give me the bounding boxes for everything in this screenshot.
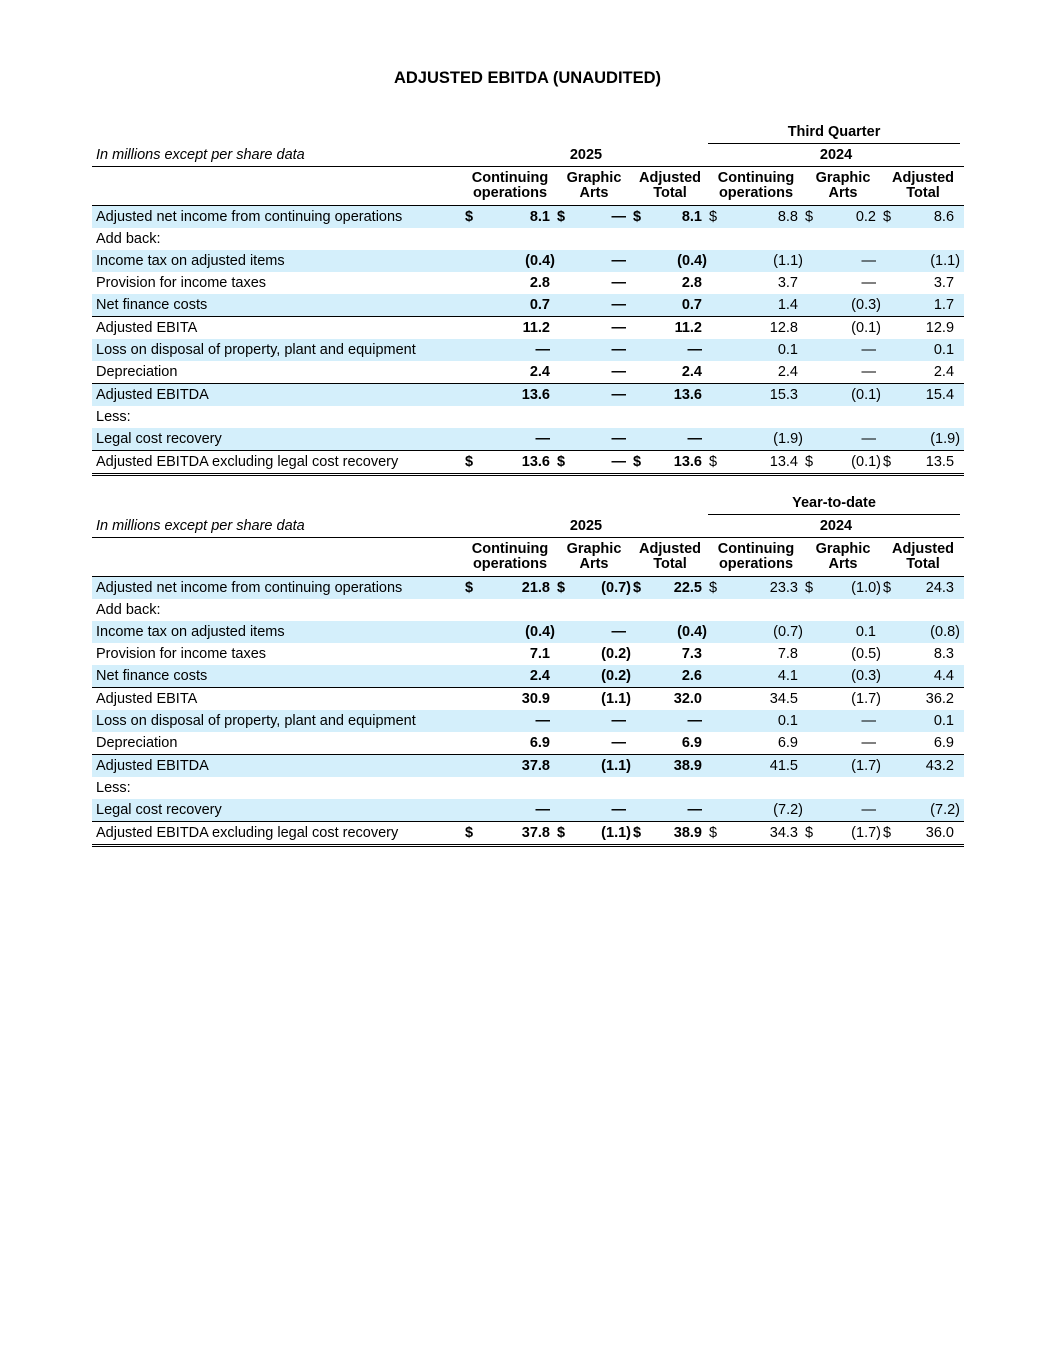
table-row [92, 428, 964, 451]
value-cell: 0.1 [890, 710, 960, 732]
row-label: Adjusted EBITDA excluding legal cost recovery [92, 451, 464, 475]
value-cell: 0.2 [812, 206, 882, 229]
currency-symbol: $ [556, 206, 564, 229]
year-header-row [92, 144, 964, 167]
value-cell: 8.1 [640, 206, 708, 229]
value-cell: 2.4 [529, 364, 550, 380]
currency-symbol: $ [882, 577, 890, 600]
value-cell: (0.3) [812, 294, 882, 317]
value-cell: (0.7) [718, 621, 804, 643]
table-row [92, 755, 964, 778]
value-cell: 0.1 [890, 339, 960, 361]
row-label: Adjusted net income from continuing operations [92, 577, 464, 600]
value-cell: 36.0 [890, 822, 960, 846]
value-cell: — [812, 428, 882, 451]
row-label: Less: [96, 409, 131, 425]
currency-symbol: $ [632, 451, 640, 475]
value-cell: (1.7) [812, 822, 882, 846]
row-label: Provision for income taxes [96, 275, 267, 291]
value-cell: (1.1) [890, 250, 960, 272]
currency-symbol: $ [882, 822, 890, 846]
period-header-row [92, 121, 964, 144]
value-cell: — [564, 451, 632, 475]
row-label: Legal cost recovery [92, 799, 464, 822]
value-cell: 2.6 [640, 665, 708, 688]
currency-symbol: $ [882, 451, 890, 475]
column-header: Graphic Arts [556, 167, 632, 206]
table-row [92, 577, 964, 600]
row-label: Net finance costs [92, 665, 464, 688]
row-label: Loss on disposal of property, plant and equipment [92, 710, 464, 732]
value-cell: 38.9 [640, 755, 708, 778]
value-cell: 3.7 [777, 275, 798, 291]
table-row [92, 732, 964, 755]
table-row [92, 799, 964, 822]
row-label: Income tax on adjusted items [92, 621, 464, 643]
table-row [92, 250, 964, 272]
units-note: In millions except per share data [92, 144, 464, 167]
table-row [92, 294, 964, 317]
value-cell: — [861, 735, 876, 751]
currency-symbol: $ [632, 206, 640, 229]
value-cell: 8.3 [933, 646, 954, 662]
currency-symbol: $ [556, 577, 564, 600]
value-cell: 37.8 [476, 822, 556, 846]
column-header: Continuing operations [708, 538, 804, 577]
value-cell: — [640, 428, 708, 451]
value-cell: 24.3 [890, 577, 960, 600]
row-label: Depreciation [96, 735, 178, 751]
value-cell: 2.8 [681, 275, 702, 291]
column-header-row [92, 538, 964, 577]
column-header: Graphic Arts [804, 167, 882, 206]
currency-symbol: $ [708, 206, 718, 229]
value-cell: — [564, 384, 632, 407]
table-row [92, 822, 964, 846]
year-label: 2024 [708, 515, 964, 538]
row-label: Net finance costs [92, 294, 464, 317]
table-row [92, 317, 964, 340]
column-header: Graphic Arts [556, 538, 632, 577]
table-row [92, 777, 964, 799]
value-cell: (7.2) [890, 799, 960, 822]
value-cell: (0.8) [890, 621, 960, 643]
year-to-date-table [92, 492, 964, 847]
value-cell: 8.1 [476, 206, 556, 229]
value-cell: 2.8 [529, 275, 550, 291]
year-label: 2025 [464, 144, 708, 167]
value-cell: — [564, 621, 632, 643]
table-row [92, 643, 964, 665]
value-cell: 2.4 [777, 364, 798, 380]
period-title: Year-to-date [708, 492, 960, 515]
value-cell: 11.2 [640, 317, 708, 340]
row-label: Adjusted net income from continuing operations [92, 206, 464, 229]
value-cell: 6.9 [681, 735, 702, 751]
currency-symbol: $ [632, 822, 640, 846]
period-title: Third Quarter [708, 121, 960, 144]
column-header: Adjusted Total [882, 167, 964, 206]
column-header: Continuing operations [464, 167, 556, 206]
currency-symbol: $ [804, 451, 812, 475]
value-cell: (0.2) [601, 646, 631, 662]
row-label: Loss on disposal of property, plant and equipment [92, 339, 464, 361]
value-cell: 13.6 [640, 384, 708, 407]
value-cell: 34.3 [718, 822, 804, 846]
year-header-row [92, 515, 964, 538]
value-cell: 13.6 [476, 451, 556, 475]
value-cell: — [476, 799, 556, 822]
value-cell: — [564, 206, 632, 229]
value-cell: 43.2 [890, 755, 960, 778]
column-header: Adjusted Total [632, 167, 708, 206]
value-cell: 38.9 [640, 822, 708, 846]
value-cell: — [564, 710, 632, 732]
table-row [92, 406, 964, 428]
row-label: Adjusted EBITDA [92, 384, 464, 407]
table-row [92, 384, 964, 407]
value-cell: 2.4 [933, 364, 955, 380]
table-row [92, 228, 964, 250]
units-note: In millions except per share data [92, 515, 464, 538]
value-cell: 4.4 [890, 665, 960, 688]
value-cell: — [640, 710, 708, 732]
currency-symbol: $ [804, 206, 812, 229]
value-cell: 0.1 [812, 621, 882, 643]
value-cell: 8.8 [718, 206, 804, 229]
value-cell: 0.7 [476, 294, 556, 317]
currency-symbol: $ [804, 577, 812, 600]
value-cell: 22.5 [640, 577, 708, 600]
page-title: ADJUSTED EBITDA (UNAUDITED) [393, 69, 662, 87]
row-label: Depreciation [96, 364, 178, 380]
currency-symbol: $ [464, 822, 476, 846]
currency-symbol: $ [464, 577, 476, 600]
row-label: Income tax on adjusted items [92, 250, 464, 272]
table-row [92, 361, 964, 384]
value-cell: — [812, 799, 882, 822]
column-header: Continuing operations [708, 167, 804, 206]
value-cell: — [564, 250, 632, 272]
currency-symbol: $ [708, 822, 718, 846]
value-cell: 13.4 [718, 451, 804, 475]
value-cell: — [812, 250, 882, 272]
value-cell: 2.4 [476, 665, 556, 688]
column-header-row [92, 167, 964, 206]
row-label: Adjusted EBITDA [92, 755, 464, 778]
value-cell: 0.7 [640, 294, 708, 317]
value-cell: 7.3 [681, 646, 702, 662]
value-cell: — [861, 275, 876, 291]
value-cell: (0.4) [476, 250, 556, 272]
value-cell: 13.6 [476, 384, 556, 407]
value-cell: 23.3 [718, 577, 804, 600]
value-cell: — [564, 799, 632, 822]
value-cell: 7.1 [529, 646, 550, 662]
table-row [92, 665, 964, 688]
table-row [92, 206, 964, 229]
table-row [92, 710, 964, 732]
value-cell: (1.1) [564, 755, 632, 778]
column-header: Adjusted Total [882, 538, 964, 577]
row-label: Less: [96, 780, 131, 796]
value-cell: (0.4) [640, 250, 708, 272]
value-cell: 34.5 [718, 688, 804, 711]
value-cell: 6.9 [933, 735, 954, 751]
value-cell: 15.3 [718, 384, 804, 407]
value-cell: — [476, 339, 556, 361]
value-cell: (0.1) [812, 451, 882, 475]
value-cell: — [611, 735, 626, 751]
value-cell: (1.9) [718, 428, 804, 451]
table-row [92, 272, 964, 294]
row-label: Add back: [96, 231, 161, 247]
value-cell: — [476, 710, 556, 732]
value-cell: (1.1) [564, 822, 632, 846]
currency-symbol: $ [464, 206, 476, 229]
period-header-row [92, 492, 964, 515]
value-cell: (7.2) [718, 799, 804, 822]
value-cell: — [564, 339, 632, 361]
value-cell: (1.9) [890, 428, 960, 451]
value-cell: (1.1) [718, 250, 804, 272]
value-cell: 12.8 [718, 317, 804, 340]
value-cell: 0.1 [718, 710, 804, 732]
value-cell: (0.7) [564, 577, 632, 600]
value-cell: — [640, 799, 708, 822]
third-quarter-table [92, 121, 964, 476]
table-row [92, 688, 964, 711]
value-cell: 2.4 [681, 364, 702, 380]
year-label: 2025 [464, 515, 708, 538]
value-cell: 41.5 [718, 755, 804, 778]
row-label: Legal cost recovery [92, 428, 464, 451]
value-cell: 8.6 [890, 206, 960, 229]
currency-symbol: $ [708, 577, 718, 600]
row-label: Adjusted EBITDA excluding legal cost recovery [92, 822, 464, 846]
value-cell: 7.8 [777, 646, 798, 662]
value-cell: (0.4) [476, 621, 556, 643]
value-cell: — [476, 428, 556, 451]
value-cell: 15.4 [890, 384, 960, 407]
value-cell: — [812, 339, 882, 361]
value-cell: — [564, 294, 632, 317]
value-cell: 37.8 [476, 755, 556, 778]
column-header: Adjusted Total [632, 538, 708, 577]
value-cell: 6.9 [777, 735, 798, 751]
currency-symbol: $ [882, 206, 890, 229]
table-row [92, 599, 964, 621]
value-cell: (0.3) [812, 665, 882, 688]
value-cell: 21.8 [476, 577, 556, 600]
currency-symbol: $ [556, 822, 564, 846]
value-cell: (1.7) [812, 688, 882, 711]
value-cell: 36.2 [890, 688, 960, 711]
value-cell: 30.9 [476, 688, 556, 711]
value-cell: (0.5) [851, 646, 881, 662]
currency-symbol: $ [804, 822, 812, 846]
currency-symbol: $ [708, 451, 718, 475]
table-row [92, 339, 964, 361]
value-cell: — [564, 428, 632, 451]
value-cell: — [611, 364, 626, 380]
currency-symbol: $ [632, 577, 640, 600]
row-label: Adjusted EBITA [92, 317, 464, 340]
year-label: 2024 [708, 144, 964, 167]
value-cell: — [611, 275, 626, 291]
value-cell: (1.0) [812, 577, 882, 600]
value-cell: (1.7) [812, 755, 882, 778]
currency-symbol: $ [556, 451, 564, 475]
row-label: Adjusted EBITA [92, 688, 464, 711]
value-cell: 6.9 [529, 735, 550, 751]
row-label: Add back: [96, 602, 161, 618]
currency-symbol: $ [464, 451, 476, 475]
value-cell: 11.2 [476, 317, 556, 340]
row-label: Provision for income taxes [96, 646, 267, 662]
value-cell: 12.9 [890, 317, 960, 340]
table-row [92, 451, 964, 475]
value-cell: 13.6 [640, 451, 708, 475]
table-row [92, 621, 964, 643]
value-cell: (1.1) [564, 688, 632, 711]
column-header: Continuing operations [464, 538, 556, 577]
value-cell: — [812, 710, 882, 732]
value-cell: 32.0 [640, 688, 708, 711]
value-cell: — [640, 339, 708, 361]
value-cell: 4.1 [718, 665, 804, 688]
value-cell: (0.4) [640, 621, 708, 643]
value-cell: 3.7 [933, 275, 955, 291]
value-cell: 1.7 [890, 294, 960, 317]
column-header: Graphic Arts [804, 538, 882, 577]
value-cell: — [564, 317, 632, 340]
value-cell: (0.1) [812, 317, 882, 340]
value-cell: (0.1) [812, 384, 882, 407]
value-cell: 1.4 [718, 294, 804, 317]
value-cell: 13.5 [890, 451, 960, 475]
value-cell: 0.1 [718, 339, 804, 361]
value-cell: (0.2) [564, 665, 632, 688]
value-cell: — [861, 364, 876, 380]
